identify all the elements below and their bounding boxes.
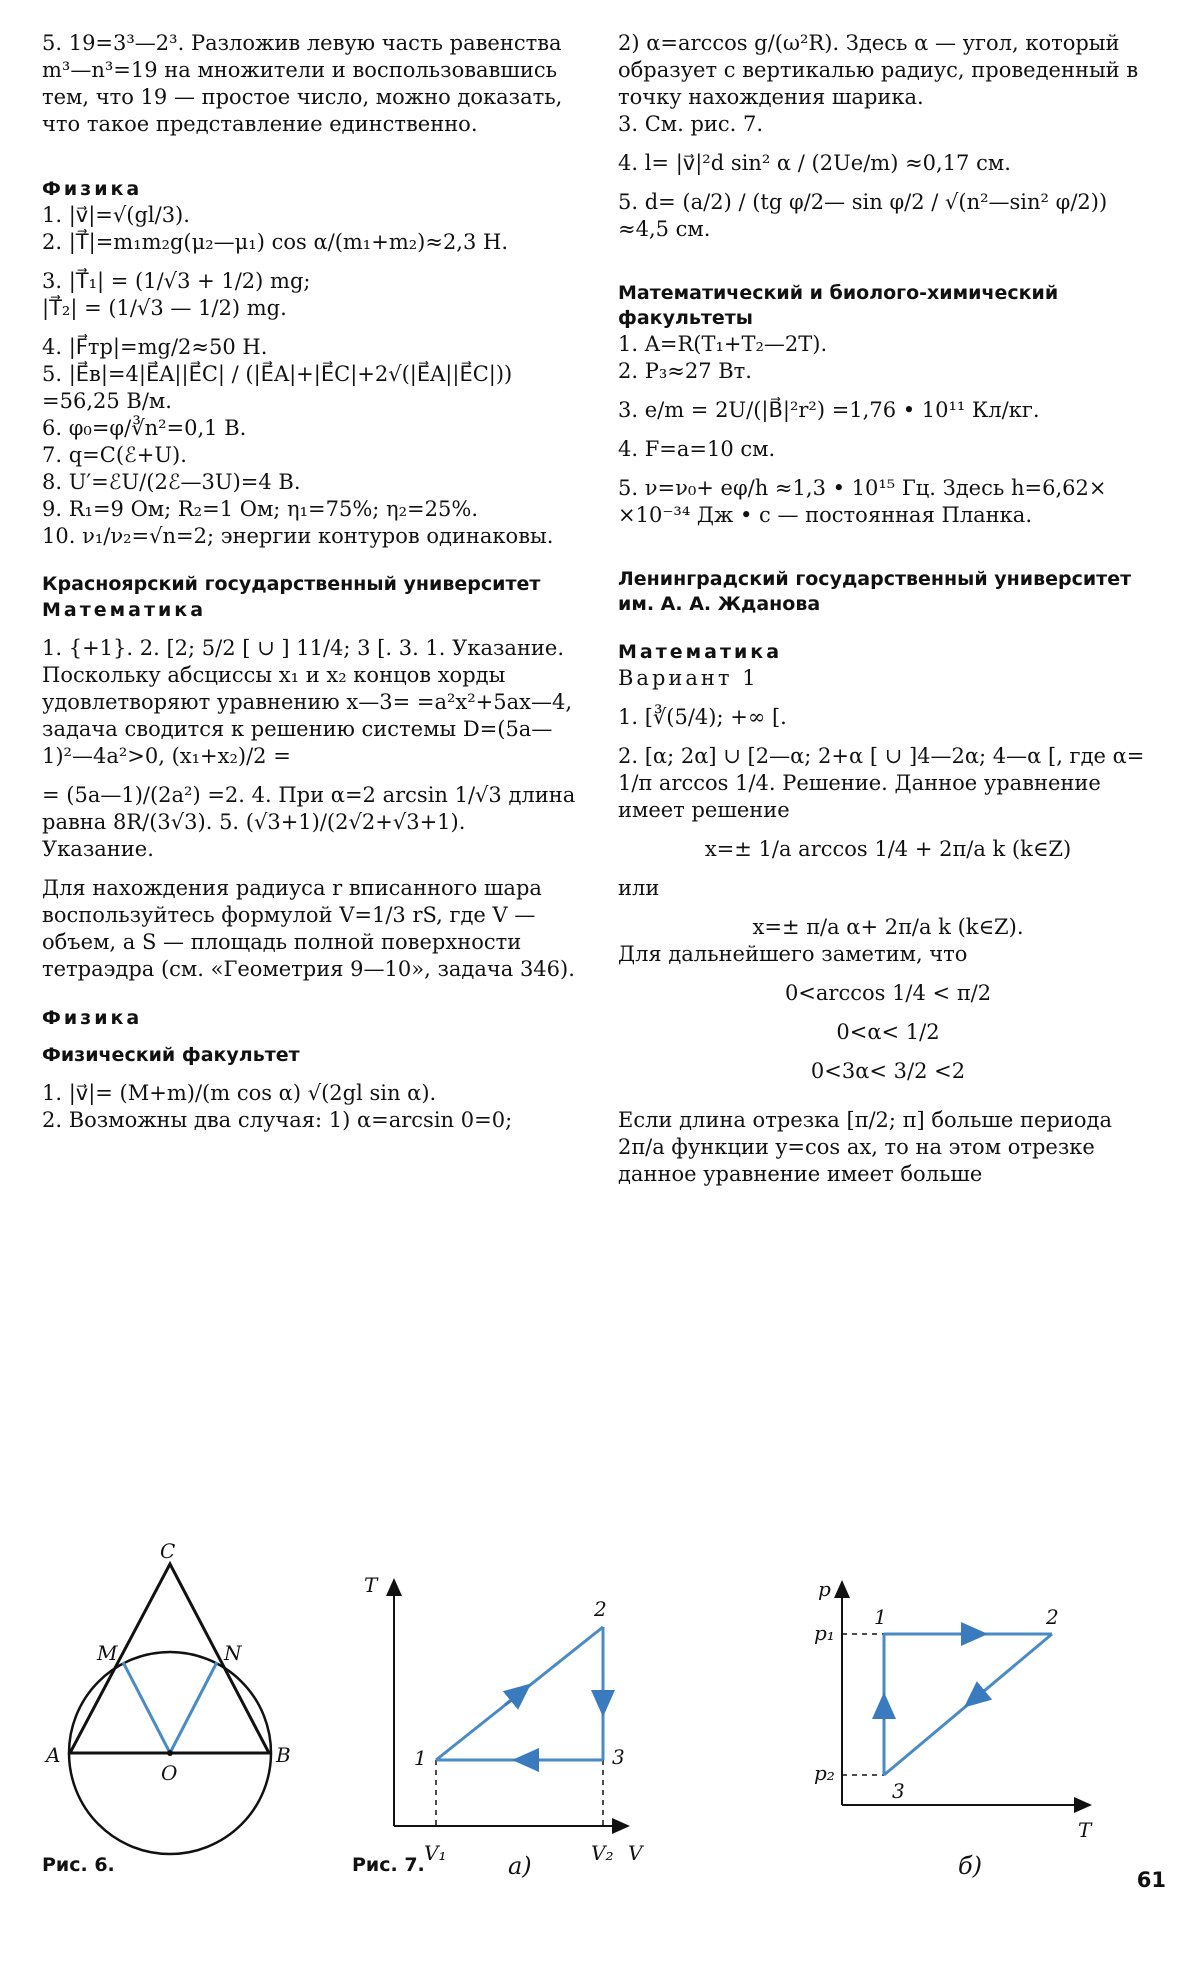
answer-text: 5. 19=3³—2³. Разложив левую часть равенства m³—n³=19 на множители и воспользовавшись тем, что 19 — простое число, можно доказать, что такое представление единственно.: [42, 31, 563, 136]
answer-line: Для дальнейшего заметим, что: [618, 942, 968, 966]
answer-text: 2. [α; 2α] ∪ [2—α; 2+α [ ∪ ]4—2α; 4—α [, где α= 1/π arccos 1/4. Решение. Данное уравнение имеет решение: [618, 744, 1145, 822]
answer-line: 3. e/m = 2U/(|B⃗|²r²) =1,76 • 10¹¹ Кл/кг.: [618, 398, 1040, 422]
fig7b-label-p: p: [818, 1577, 831, 1601]
fig7a-sublabel: а): [508, 1852, 532, 1880]
answer-line: 1. A=R(T₁+T₂—2T).: [618, 332, 828, 356]
answer-text: Если длина отрезка [π/2; π] больше периода 2π/a функции y=cos ax, то на этом отрезке данное уравнение имеет больше: [618, 1108, 1112, 1186]
figure-7b: [814, 1577, 1093, 1842]
equation: x=± π/a α+ 2π/a k (k∈Z).: [752, 915, 1024, 939]
fig7a-arrow: [505, 1691, 522, 1705]
figure-7a: [364, 1573, 645, 1865]
answer-line: 5. d= (a/2) / (tg φ/2— sin φ/2 / √(n²—sin² φ/2)) ≈4,5 см.: [618, 190, 1108, 241]
fig6-center-dot: [167, 1750, 173, 1756]
answer-text: = (5a—1)/(2a²) =2. 4. При α=2 arcsin 1/√3 длина равна 8R/(3√3). 5. (√3+1)/(2√2+√3+1). Указание.: [42, 783, 576, 861]
fig6-segment-no: [170, 1662, 217, 1753]
fig7b-label-1: 1: [874, 1605, 887, 1629]
fig6-label-c: C: [160, 1540, 176, 1563]
fig7b-sublabel: б): [958, 1852, 983, 1880]
fig7b-label-3: 3: [892, 1779, 905, 1803]
fig7a-label-3: 3: [612, 1745, 625, 1769]
page-number: 61: [1136, 1868, 1166, 1892]
answer-text: 1. {+1}. 2. [2; 5/2 [ ∪ ] 11/4; 3 [. 3. 1. Указание. Поскольку абсциссы x₁ и x₂ концов хорды удовлетворяют уравнению x—3= =a²x²+5ax—4, задача сводится к решению системы D=(5a—1)²—4a²>0, (x₁+x₂)/2 =: [42, 636, 573, 768]
fig6-caption: Рис. 6.: [42, 1854, 115, 1876]
answer-text: Для нахождения радиуса r вписанного шара воспользуйтесь формулой V=1/3 rS, где V — объем, a S — площадь полной поверхности тетраэдра (см. «Геометрия 9—10», задача 346).: [42, 876, 575, 981]
section-heading: Математика: [618, 641, 783, 663]
answer-line: |T⃗₂| = (1/√3 — 1/2) mg.: [42, 296, 287, 320]
answer-line: 2. Возможны два случая: 1) α=arcsin 0=0;: [42, 1108, 513, 1132]
answer-line: 1. [∛(5/4); +∞ [.: [618, 705, 787, 729]
equation: x=± 1/a arccos 1/4 + 2π/a k (k∈Z): [704, 837, 1072, 861]
left-column: [42, 30, 582, 1134]
fig6-label-o: O: [161, 1761, 178, 1785]
faculty-heading: Физический факультет: [42, 1044, 300, 1066]
fig7a-label-2: 2: [594, 1597, 607, 1621]
fig7-caption: Рис. 7.: [352, 1854, 425, 1876]
figure-6: [44, 1540, 291, 1854]
answer-line: 1. |v⃗|= (M+m)/(m cos α) √(2gl sin α).: [42, 1081, 437, 1105]
section-heading: Физика: [42, 178, 143, 200]
section-heading: Математика: [42, 599, 207, 621]
fig7a-label-v2: V₂: [591, 1841, 614, 1865]
answer-line: 10. ν₁/ν₂=√n=2; энергии контуров одинаковы.: [42, 524, 554, 548]
fig7b-arrow: [973, 1690, 985, 1700]
answer-line: 2. P₃≈27 Вт.: [618, 359, 752, 383]
inequality: 0<α< 1/2: [836, 1020, 940, 1044]
answer-line: 1. |v⃗|=√(gl/3).: [42, 203, 190, 227]
answer-line: 7. q=C(ℰ+U).: [42, 443, 187, 467]
answer-line: 5. |E⃗в|=4|E⃗A||E⃗C| / (|E⃗A|+|E⃗C|+2√(|E⃗A||E⃗C|)) =56,25 В/м.: [42, 362, 513, 413]
figures-row: [0, 1540, 1200, 1900]
section-heading: Физика: [42, 1007, 143, 1029]
answer-line: 4. l= |v⃗|²d sin² α / (2Ue/m) ≈0,17 см.: [618, 151, 1011, 175]
fig6-label-a: A: [46, 1743, 61, 1767]
answer-line: 9. R₁=9 Ом; R₂=1 Ом; η₁=75%; η₂=25%.: [42, 497, 479, 521]
fig7b-label-p1: p₁: [814, 1621, 835, 1645]
faculty-heading: Математический и биолого-химический факультеты: [618, 282, 1059, 329]
answer-line: 3. |T⃗₁| = (1/√3 + 1/2) mg;: [42, 269, 311, 293]
answer-line: 4. |F⃗тр|=mg/2≈50 Н.: [42, 335, 268, 359]
answer-text: 2) α=arccos g/(ω²R). Здесь α — угол, который образует с вертикалью радиус, проведенный в точку нахождения шарика.: [618, 31, 1139, 109]
figures-svg: [0, 1540, 1200, 1900]
fig7a-label-t: T: [364, 1573, 378, 1597]
fig6-label-m: M: [97, 1641, 118, 1665]
fig7a-label-v1: V₁: [424, 1841, 447, 1865]
institution-heading: Ленинградский государственный университет им. А. А. Жданова: [618, 568, 1132, 615]
answer-line: 3. См. рис. 7.: [618, 112, 764, 136]
fig6-label-n: N: [224, 1641, 242, 1665]
institution-heading: Красноярский государственный университет: [42, 573, 541, 595]
answer-line: 4. F=a=10 см.: [618, 437, 776, 461]
fig7b-label-t: T: [1078, 1818, 1092, 1842]
fig7a-label-v: V: [628, 1841, 643, 1865]
inequality: 0<arccos 1/4 < π/2: [784, 981, 992, 1005]
inequality: 0<3α< 3/2 <2: [810, 1059, 966, 1083]
fig6-segment-mo: [123, 1662, 170, 1753]
answer-line: 2. |T⃗|=m₁m₂g(μ₂—μ₁) cos α/(m₁+m₂)≈2,3 Н.: [42, 230, 508, 254]
answer-line: 8. U′=ℰU/(2ℰ—3U)=4 В.: [42, 470, 301, 494]
fig7b-label-2: 2: [1046, 1605, 1059, 1629]
fig7a-label-1: 1: [414, 1746, 427, 1770]
fig7b-label-p2: p₂: [814, 1761, 835, 1785]
answer-line: 6. φ₀=φ/∛n²=0,1 В.: [42, 416, 247, 440]
fig7b-path-2-3: [884, 1634, 1052, 1775]
answer-line: или: [618, 876, 660, 900]
right-column: [618, 30, 1158, 1188]
fig6-label-b: B: [276, 1743, 291, 1767]
answer-text: 5. ν=ν₀+ eφ/h ≈1,3 • 10¹⁵ Гц. Здесь h=6,62× ×10⁻³⁴ Дж • с — постоянная Планка.: [618, 476, 1107, 527]
variant-heading: Вариант 1: [618, 666, 759, 690]
